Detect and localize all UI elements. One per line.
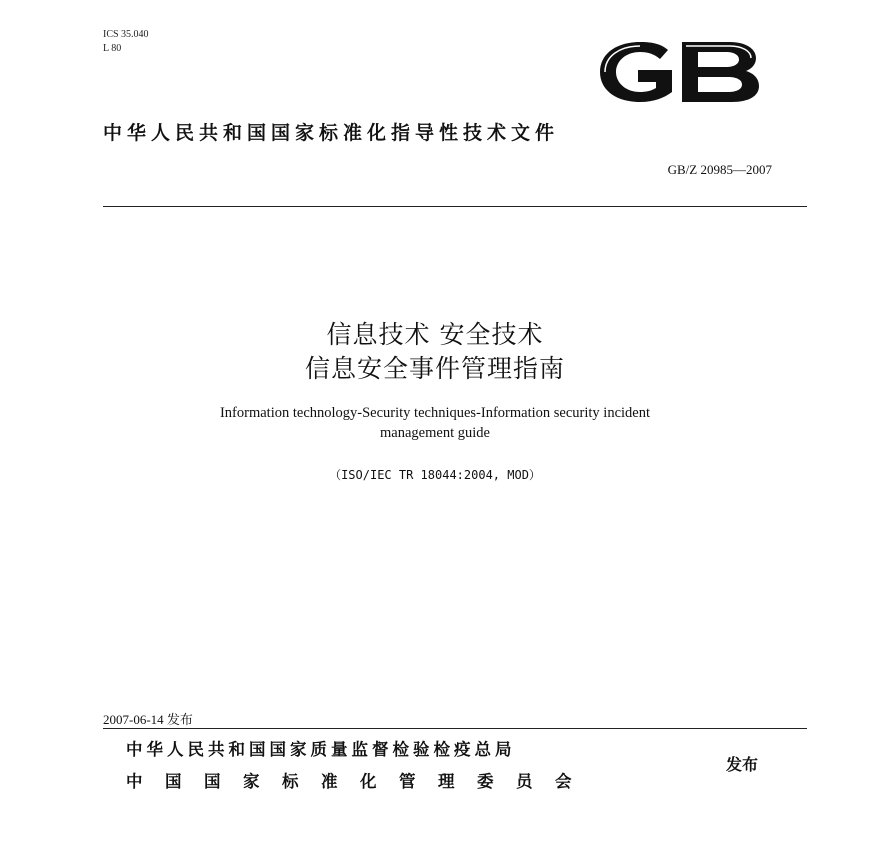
issue-date: 2007-06-14 发布 [103, 712, 193, 727]
issuer-line-2: 中国国家标准化管理委员会 [126, 772, 594, 791]
gb-logo [594, 40, 762, 104]
issue-word: 发布 [726, 755, 759, 774]
title-english [0, 403, 870, 443]
standard-number: GB/Z 20985—2007 [667, 162, 772, 177]
footer-divider [103, 728, 807, 729]
title-chinese-line-1: 信息技术 安全技术 [326, 320, 544, 349]
ccs-code: L 80 [103, 43, 122, 54]
title-chinese-line-2: 信息安全事件管理指南 [304, 354, 565, 383]
issuer-line-1: 中华人民共和国国家质量监督检验检疫总局 [126, 740, 516, 759]
ics-code: ICS 35.040 [103, 29, 149, 40]
classification-codes [103, 28, 149, 56]
title-english-line-2: management guide [380, 425, 490, 441]
header-divider [103, 206, 807, 207]
title-english-line-1: Information technology-Security techniques-Information security incident [219, 405, 651, 421]
document-type-heading: 中华人民共和国国家标准化指导性技术文件 [103, 122, 560, 144]
adoption-reference: （ISO/IEC TR 18044:2004, MOD） [329, 468, 541, 482]
